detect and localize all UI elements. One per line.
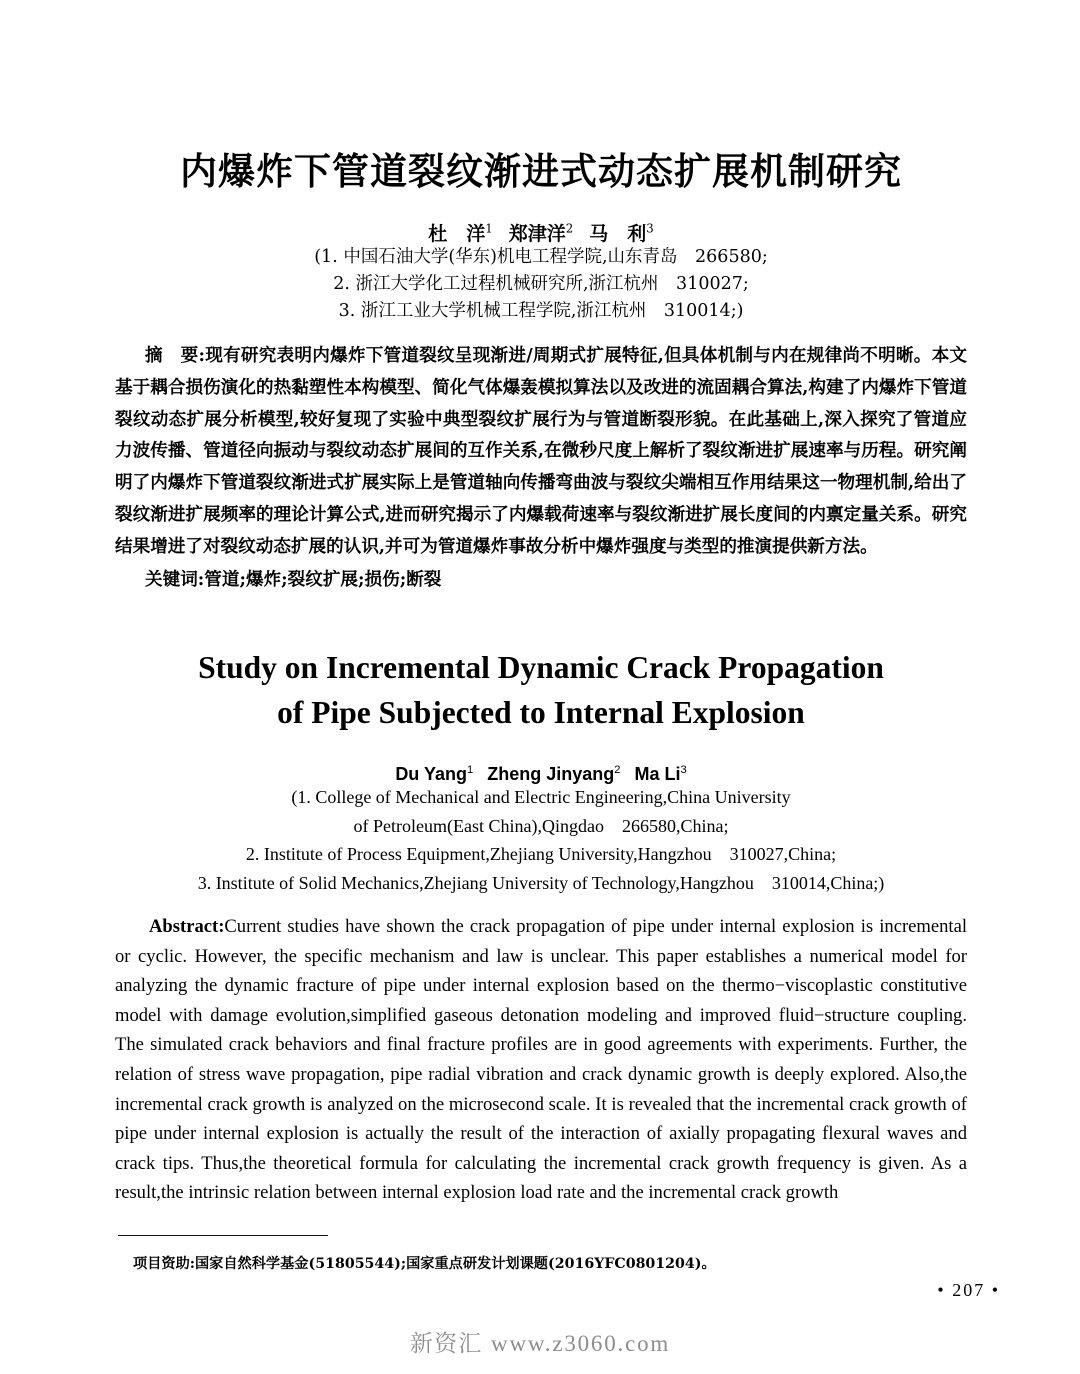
chinese-author: 马 利$^3$	[589, 222, 654, 246]
chinese-abstract-label: 摘 要:	[145, 345, 205, 366]
english-affiliation-line: 3. Institute of Solid Mechanics,Zhejiang University of Technology,Hangzhou 310014,China;)	[197, 872, 885, 893]
watermark-url: www.z3060.com	[491, 1331, 671, 1356]
author-affiliation-marker: 2	[614, 764, 621, 776]
chinese-abstract	[115, 340, 967, 563]
chinese-affiliation-line: 3. 浙江工业大学机械工程学院,浙江杭州 310014;)	[338, 301, 744, 321]
english-title-line: of Pipe Subjected to Internal Explosion	[277, 695, 805, 730]
english-affiliation-block	[115, 783, 967, 897]
chinese-affiliation-block	[115, 244, 967, 325]
english-affiliation-line: of Petroleum(East China),Qingdao 266580,China;	[353, 815, 729, 836]
author-affiliation-marker: 3	[646, 222, 654, 236]
footnote-divider	[118, 1235, 328, 1236]
chinese-keywords-label: 关键词:	[145, 569, 205, 590]
watermark-brand: 新资汇	[409, 1331, 483, 1357]
author-affiliation-marker: 1	[485, 222, 493, 236]
chinese-keywords	[115, 565, 967, 595]
watermark	[0, 1325, 1080, 1358]
english-abstract-paragraph	[115, 912, 967, 1208]
english-author: Du Yang$^1$	[395, 764, 474, 784]
english-abstract	[115, 912, 967, 1208]
english-affiliation-line: 2. Institute of Process Equipment,Zhejiang University,Hangzhou 310027,China;	[245, 844, 837, 864]
chinese-author-list	[115, 216, 967, 247]
english-abstract-text: Current studies have shown the crack propagation of pipe under internal explosion is incremental or cyclic. However, the specific mechanism and law is unclear. This paper establishes a numerical model for analyzing the dynamic fracture of pipe under internal explosion based on the thermo−viscoplastic constitutive model with damage evolution,simplified gaseous detonation modeling and improved fluid−structure coupling. The simulated crack behaviors and final fracture profiles are in good agreements with experiments. Further, the relation of stress wave propagation, pipe radial vibration and crack dynamic growth is deeply explored. Also,the incremental crack growth is analyzed on the microsecond scale. It is revealed that the incremental crack growth of pipe under internal explosion is actually the result of the interaction of axially propagating flexural waves and crack tips. Thus,the theoretical formula for calculating the incremental crack growth frequency is given. As a result,the intrinsic relation between internal explosion load rate and the incremental crack growth	[115, 916, 967, 1204]
english-affiliation-line: (1. College of Mechanical and Electric Engineering,China University	[291, 787, 791, 807]
english-author: Zheng Jinyang$^2$	[487, 764, 621, 784]
chinese-affiliation-line: 2. 浙江大学化工过程机械研究所,浙江杭州 310027;	[333, 274, 749, 294]
chinese-keywords-text: 管道;爆炸;裂纹扩展;损伤;断裂	[204, 569, 442, 590]
english-title-line: Study on Incremental Dynamic Crack Propagation	[198, 650, 884, 685]
chinese-author: 杜 洋$^1$	[428, 222, 493, 246]
english-title	[115, 645, 967, 735]
chinese-abstract-paragraph	[115, 340, 967, 563]
author-affiliation-marker: 3	[680, 764, 687, 776]
author-affiliation-marker: 2	[565, 222, 574, 236]
author-affiliation-marker: 1	[467, 764, 474, 776]
page-number: • 207 •	[937, 1280, 1000, 1300]
english-abstract-label: Abstract:	[149, 916, 225, 937]
footnote-funding: 项目资助:国家自然科学基金(51805544);国家重点研发计划课题(2016YFC0801204)。	[133, 1256, 716, 1272]
chinese-author: 郑津洋$^2$	[508, 222, 574, 246]
english-author: Ma Li$^3$	[634, 764, 687, 784]
chinese-abstract-text: 现有研究表明内爆炸下管道裂纹呈现渐进/周期式扩展特征,但具体机制与内在规律尚不明晰。本文基于耦合损伤演化的热黏塑性本构模型、简化气体爆轰模拟算法以及改进的流固耦合算法,构建了内爆炸下管道裂纹动态扩展分析模型,较好复现了实验中典型裂纹扩展行为与管道断裂形貌。在此基础上,深入探究了管道应力波传播、管道径向振动与裂纹动态扩展间的互作关系,在微秒尺度上解析了裂纹渐进扩展速率与历程。研究阐明了内爆炸下管道裂纹渐进式扩展实际上是管道轴向传播弯曲波与裂纹尖端相互作用结果这一物理机制,给出了裂纹渐进扩展频率的理论计算公式,进而研究揭示了内爆载荷速率与裂纹渐进扩展长度间的内禀定量关系。研究结果增进了对裂纹动态扩展的认识,并可为管道爆炸事故分析中爆炸强度与类型的推演提供新方法。	[115, 345, 967, 557]
chinese-title: 内爆炸下管道裂纹渐进式动态扩展机制研究	[180, 149, 902, 193]
chinese-affiliation-line: (1. 中国石油大学(华东)机电工程学院,山东青岛 266580;	[314, 247, 768, 267]
